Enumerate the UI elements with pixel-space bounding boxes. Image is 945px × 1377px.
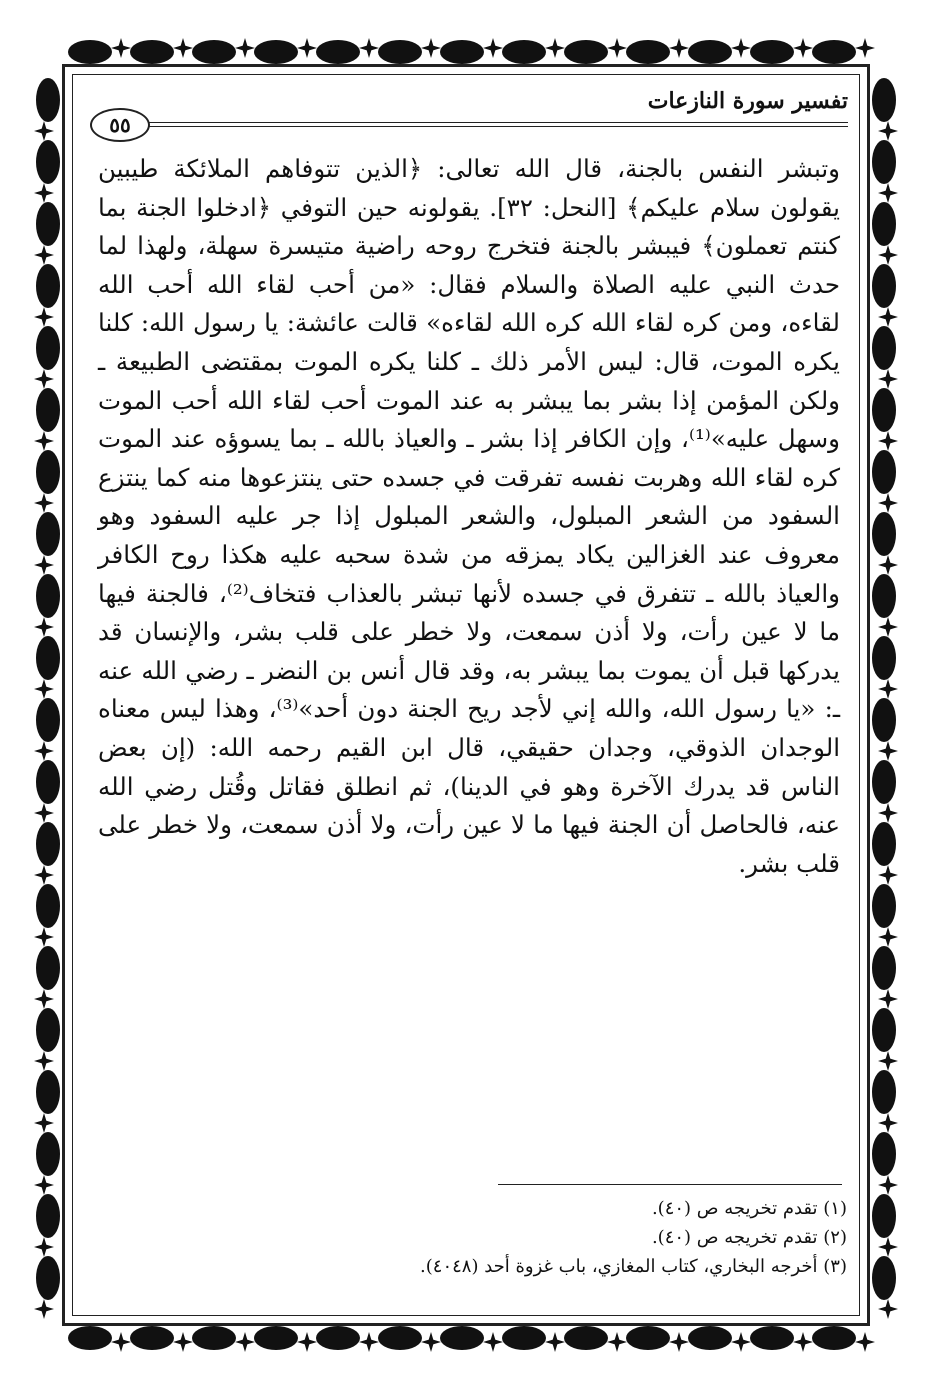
body-paragraph: وتبشر النفس بالجنة، قال الله تعالى: ﴿الذين تتوفاهم الملائكة طيبين يقولون سلام عليكم﴾ [النحل: ٣٢]. يقولونه حين التوفي ﴿ادخلوا الجنة بما كنتم تعملون﴾ فيبشر بالجنة فتخرج روحه راضية متيسرة سهلة، ولهذا لما حدث النبي عليه الصلاة والسلام فقال: «من أحب لقاء الله أحب الله لقاءه، ومن كره لقاء الله كره الله لقاءه» قالت عائشة: يا رسول الله: كلنا يكره الموت، قال: ليس الأمر ذلك ـ كلنا يكره الموت بمقتضى الطبيعة ـ ولكن المؤمن إذا بشر بما يبشر به عند الموت أحب لقاء الله أحب الموت وسهل عليه»⁽¹⁾، وإن الكافر إذا بشر ـ والعياذ بالله ـ بما يسوؤه عند الموت كره لقاء الله وهربت نفسه تفرقت في جسده حتى ينتزعوها منه كما ينتزع السفود من الشعر المبلول، والشعر المبلول إذا جر عليه السفود وهو معروف عند الغزالين يكاد يمزقه من شدة سحبه عليه هكذا روح الكافر والعياذ بالله ـ تتفرق في جسده لأنها تبشر بالعذاب فتخاف⁽²⁾، فالجنة فيها ما لا عين رأت، ولا أذن سمعت، ولا خطر على قلب بشر، والإنسان قد يدركها قبل أن يموت بما يبشر به، وقد قال أنس بن النضر ـ رضي الله عنه ـ: «يا رسول الله، والله إني لأجد ريح الجنة دون أحد»⁽³⁾، وهذا ليس معناه الوجدان الذوقي، وجدان حقيقي، قال ابن القيم رحمه الله: (إن بعض الناس قد يدرك الآخرة وهو في الدينا)، ثم انطلق فقاتل وقُتل رضي الله عنه، فالحاصل أن الجنة فيها ما لا عين رأت، ولا أذن سمعت، ولا خطر على قلب بشر. <box>98 154 841 878</box>
page-header <box>88 84 848 137</box>
footnote-1: (١) تقدم تخريجه ص (٤٠). <box>651 1198 847 1219</box>
page-number: ٥٥ <box>90 108 150 142</box>
main-text <box>98 150 840 883</box>
footnote-3: (٣) أخرجه البخاري، كتاب المغازي، باب غزوة أحد (٤٠٤٨). <box>420 1256 847 1277</box>
footnotes <box>105 1194 847 1281</box>
running-title: تفسير سورة النازعات <box>647 88 848 114</box>
header-rule <box>146 122 848 127</box>
footnote-separator <box>498 1184 842 1185</box>
footnote-2: (٢) تقدم تخريجه ص (٤٠). <box>651 1227 847 1248</box>
